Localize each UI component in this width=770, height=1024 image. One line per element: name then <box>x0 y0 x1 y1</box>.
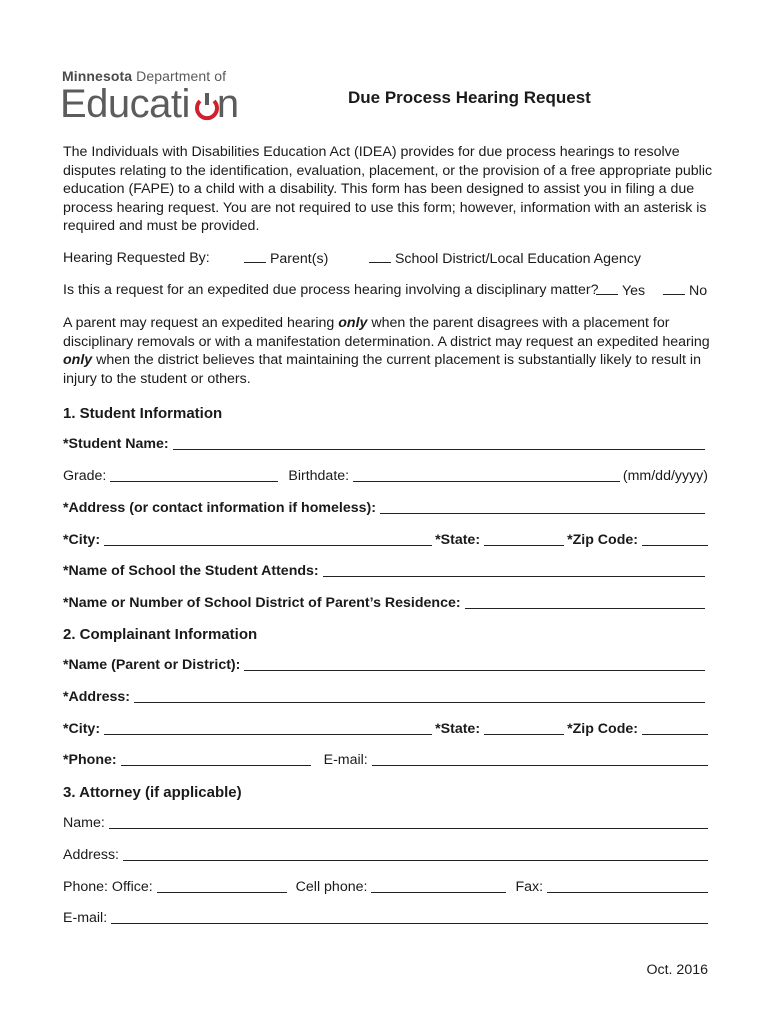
attorney-address-field[interactable] <box>123 845 708 861</box>
attorney-name-row <box>63 811 708 831</box>
school-label: *Name of School the Student Attends: <box>63 563 319 579</box>
student-city-label: *City: <box>63 532 101 548</box>
yes-checkbox-line[interactable] <box>596 282 618 295</box>
complainant-phone-label: *Phone: <box>63 752 117 768</box>
form-title: Due Process Hearing Request <box>348 88 591 107</box>
yes-option[interactable]: Yes <box>596 282 645 299</box>
complainant-name-row <box>63 653 708 673</box>
student-address-row <box>63 496 708 516</box>
student-address-field[interactable] <box>380 498 705 514</box>
complainant-email-field[interactable] <box>372 750 708 766</box>
complainant-name-field[interactable] <box>244 655 705 671</box>
student-name-field[interactable] <box>173 434 705 450</box>
attorney-address-row <box>63 843 708 863</box>
student-city-row <box>63 528 708 548</box>
revision-date: Oct. 2016 <box>646 962 708 978</box>
student-zip-field[interactable] <box>642 530 708 546</box>
grade-birthdate-row <box>63 464 708 484</box>
birthdate-field[interactable] <box>353 466 620 482</box>
no-option[interactable]: No <box>663 282 707 299</box>
district-label: *Name or Number of School District of Parent’s Residence: <box>63 595 461 611</box>
attorney-fax-label: Fax: <box>515 879 544 895</box>
requested-by-label: Hearing Requested By: <box>63 250 210 266</box>
student-zip-label: *Zip Code: <box>567 532 638 548</box>
district-field[interactable] <box>465 593 705 609</box>
school-field[interactable] <box>323 561 705 577</box>
date-format-hint: (mm/dd/yyyy) <box>622 468 708 484</box>
birthdate-label: Birthdate: <box>288 468 350 484</box>
student-name-row <box>63 432 708 452</box>
attorney-cell-field[interactable] <box>371 877 506 893</box>
district-option[interactable]: School District/Local Education Agency <box>369 250 641 267</box>
complainant-phone-field[interactable] <box>121 750 311 766</box>
complainant-address-field[interactable] <box>134 687 705 703</box>
attorney-name-label: Name: <box>63 815 105 831</box>
attorney-name-field[interactable] <box>109 813 708 829</box>
school-row <box>63 559 708 579</box>
complainant-city-label: *City: <box>63 721 101 737</box>
expedited-question: Is this a request for an expedited due process hearing involving a disciplinary matter? <box>63 282 599 298</box>
grade-field[interactable] <box>110 466 278 482</box>
student-name-label: *Student Name: <box>63 436 169 452</box>
requested-by-row <box>63 250 708 270</box>
section-attorney-heading: 3. Attorney (if applicable) <box>63 784 242 801</box>
expedited-note: A parent may request an expedited hearing only when the parent disagrees with a placement for disciplinary removals or with a manifestation determination. A district may request an expedited hearing only when the district believes that maintaining the current placement is substantially likely to result in injury to the student or others. <box>63 315 710 387</box>
mde-logo <box>62 68 252 128</box>
complainant-zip-field[interactable] <box>642 719 708 735</box>
attorney-cell-label: Cell phone: <box>295 879 368 895</box>
complainant-email-label: E-mail: <box>323 752 368 768</box>
attorney-phone-row <box>63 875 708 895</box>
complainant-address-row <box>63 685 708 705</box>
complainant-address-label: *Address: <box>63 689 131 705</box>
section-student-heading: 1. Student Information <box>63 405 223 422</box>
district-checkbox-line[interactable] <box>369 250 391 263</box>
attorney-office-phone-field[interactable] <box>157 877 287 893</box>
attorney-address-label: Address: <box>63 847 119 863</box>
district-row <box>63 591 708 611</box>
attorney-email-row <box>63 906 708 926</box>
parent-checkbox-line[interactable] <box>244 250 266 263</box>
attorney-email-field[interactable] <box>111 908 708 924</box>
complainant-phone-row <box>63 748 708 768</box>
intro-paragraph: The Individuals with Disabilities Education Act (IDEA) provides for due process hearings to resolve disputes relating to the identification, evaluation, placement, or the provision of a free appropriate public education (FAPE) to a child with a disability. This form has been designed to assist you in filing a due process hearing request. You are not required to use this form; however, information with an asterisk is required and must be provided. <box>63 144 713 235</box>
complainant-state-field[interactable] <box>484 719 564 735</box>
grade-label: Grade: <box>63 468 107 484</box>
student-address-label: *Address (or contact information if homeless): <box>63 500 376 516</box>
attorney-office-phone-label: Phone: Office: <box>63 879 153 895</box>
logo-education-text: Educati n <box>60 82 239 126</box>
complainant-city-field[interactable] <box>104 719 432 735</box>
complainant-state-label: *State: <box>435 721 481 737</box>
power-icon <box>193 91 221 123</box>
complainant-city-row <box>63 717 708 737</box>
complainant-name-label: *Name (Parent or District): <box>63 657 241 673</box>
parent-option[interactable]: Parent(s) <box>244 250 328 267</box>
no-checkbox-line[interactable] <box>663 282 685 295</box>
student-city-field[interactable] <box>104 530 432 546</box>
complainant-zip-label: *Zip Code: <box>567 721 638 737</box>
expedited-row <box>63 282 708 302</box>
attorney-fax-field[interactable] <box>547 877 708 893</box>
attorney-email-label: E-mail: <box>63 910 108 926</box>
logo-department-text: Minnesota Department of <box>62 68 227 84</box>
student-state-label: *State: <box>435 532 481 548</box>
section-complainant-heading: 2. Complainant Information <box>63 626 258 643</box>
student-state-field[interactable] <box>484 530 564 546</box>
